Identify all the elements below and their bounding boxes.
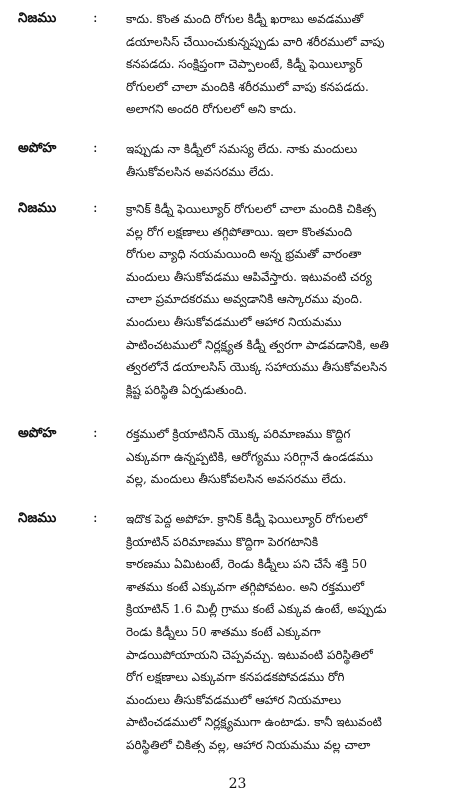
body-line: మందులు తీసుకోవడములో ఆహార నియమాలు <box>126 692 342 707</box>
body-line: రెండు కిడ్నీలు 50 శాతము కంటే ఎక్కువగా <box>126 624 321 639</box>
body-line: ఇదొక పెద్ద అపోహ. క్రానిక్ కిడ్నీ ఫెయిల్యూర్ రోగులలో <box>126 512 368 526</box>
entry-colon: : <box>93 200 98 216</box>
entry-body <box>126 138 456 183</box>
body-line: క్రియాటిన్ 1.6 మిల్లీ గ్రాము కంటే ఎక్కువ ఉంటే, అప్పుడు <box>126 602 387 617</box>
body-line: క్రానిక్ కిడ్నీ ఫెయిల్యూర్ రోగులలో చాలా మందికి చికిత్స <box>126 202 376 216</box>
body-line: వల్ల రోగ లక్షణాలు తగ్గిపోతాయి. ఇలా కొంతమంది <box>126 224 353 239</box>
body-line: మందులు తీసుకోవడము ఆపివేస్తారు. ఇటువంటి చర్య <box>126 269 372 284</box>
entry-label: నిజము <box>18 10 57 26</box>
body-line: రోగ లక్షణాలు ఎక్కువగా కనపడకపోవడము రోగి <box>126 670 345 685</box>
body-line: కాదు. కొంత మంది రోగుల కిడ్నీ ఖరాబు అవడముతో <box>126 12 364 26</box>
body-line: పాడయిపోయాయని చెప్పవచ్చు. ఇటువంటి పరిస్థితిలో <box>126 647 373 662</box>
entry-body <box>126 423 456 491</box>
entry-body <box>126 8 456 121</box>
page-number: 23 <box>228 776 247 792</box>
body-line: క్లిష్ట పరిస్థితి ఏర్పడుతుంది. <box>126 382 248 397</box>
entry-body <box>126 508 456 757</box>
body-line: మందులు తీసుకోవడములో ఆహార నియమము <box>126 314 342 329</box>
body-line: అలాగని అందరి రోగులలో అని కాదు. <box>126 102 297 117</box>
body-line: శాతము కంటే ఎక్కువగా తగ్గిపోవటం. అని రక్తములో <box>126 579 365 594</box>
body-line: రోగులలో చాలా మందికి శరీరములో వాపు కనపడదు. <box>126 79 369 94</box>
body-line: ఇప్పుడు నా కిడ్నీలో సమస్య లేదు. నాకు మందులు <box>126 142 358 156</box>
body-line: డయాలసిస్ చేయించుకున్నప్పుడు వారి శరీరములో వాపు <box>126 34 385 49</box>
body-line: చాలా ప్రమాదకరము అవ్వడానికి ఆస్కారము వుంది. <box>126 292 363 307</box>
body-line: కనపడదు. సంక్షిప్తంగా చెప్పాలంటే, కిడ్నీ ఫెయిల్యూర్ <box>126 57 363 72</box>
entry-body <box>126 198 456 401</box>
entry-label: నిజము <box>18 510 57 526</box>
entry-colon: : <box>93 425 98 441</box>
body-line: పాటించటములో నిర్లక్ష్యత కిడ్నీ త్వరగా పాడవడానికి, అతి <box>126 337 389 352</box>
entry-label: అపోహ <box>18 425 57 441</box>
body-line: త్వరలోనే డయాలసిస్ యొక్క సహాయము తీసుకోవలసిన <box>126 360 387 375</box>
entry-colon: : <box>93 10 98 26</box>
body-line: వల్ల, మందులు తీసుకోవలసిన అవసరము లేదు. <box>126 472 347 487</box>
body-line: పాటించడములో నిర్లక్ష్యముగా ఉంటాడు. కానీ ఇటువంటి <box>126 715 382 730</box>
body-line: కారణము ఏమిటంటే, రెండు కిడ్నీలు పని చేసే శక్తి 50 <box>126 557 368 572</box>
body-line: రోగుల వ్యాధి నయమయింది అన్న భ్రమతో వారంతా <box>126 247 362 262</box>
body-line: పరిస్థితిలో చికిత్స వల్ల, ఆహార నియమము వల్ల చాలా <box>126 737 371 752</box>
entry-colon: : <box>93 140 98 156</box>
body-line: తీసుకోవలసిన అవసరము లేదు. <box>126 164 274 179</box>
entry-label: అపోహ <box>18 140 57 156</box>
entry-label: నిజము <box>18 200 57 216</box>
body-line: క్రియాటిన్ పరిమాణము కొద్దిగా పెరగటానికి <box>126 534 319 549</box>
entry-colon: : <box>93 510 98 526</box>
body-line: రక్తములో క్రియాటినిన్ యొక్క పరిమాణము కొద్దిగ <box>126 427 351 441</box>
body-line: ఎక్కువగా ఉన్నప్పటికి, ఆరోగ్యము సరిగ్గానే ఉండడము <box>126 449 373 464</box>
